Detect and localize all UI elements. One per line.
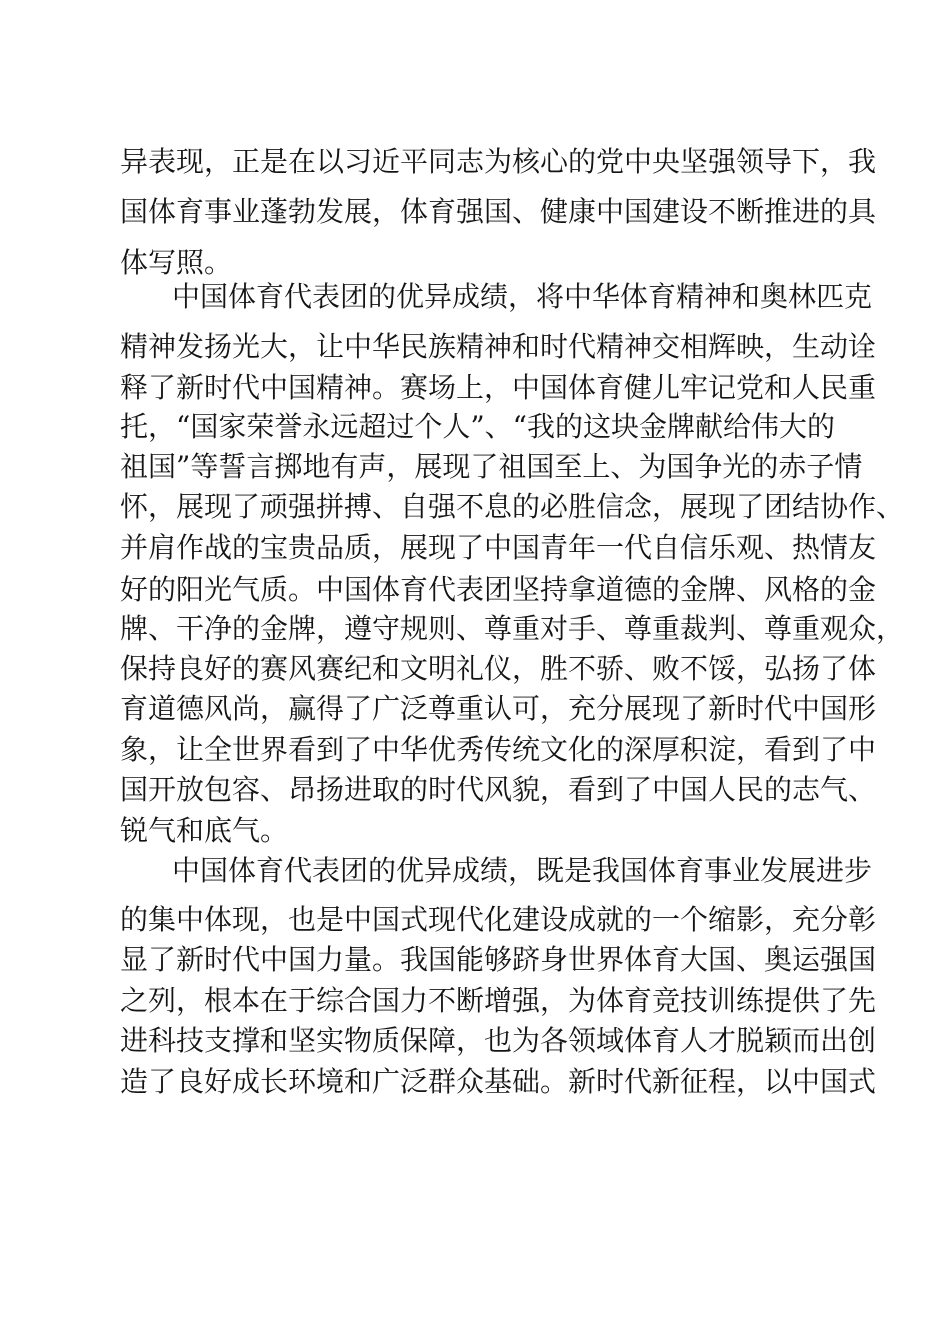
text-line [0,940,950,980]
text-line-content: 国开放包容、昂扬进取的时代风貌，看到了中国人民的志气、 [120,773,877,806]
text-line [0,851,950,891]
text-line-content: 锐气和底气。 [120,814,289,847]
paragraph-first-line: 中国体育代表团的优异成绩，既是我国体育事业发展进步 [172,854,873,887]
text-line-content: 象，让全世界看到了中华优秀传统文化的深厚积淀，看到了中 [120,733,877,766]
text-line-content: 牌、干净的金牌，遵守规则、尊重对手、尊重裁判、尊重观众， [120,612,905,645]
text-line-content: 育道德风尚，赢得了广泛尊重认可，充分展现了新时代中国形 [120,692,877,725]
text-line-content: 怀，展现了顽强拼搏、自强不息的必胜信念，展现了团结协作、 [120,490,905,523]
text-line [0,570,950,610]
text-line [0,192,950,232]
text-line [0,327,950,367]
text-line-content: 之列，根本在于综合国力不断增强，为体育竞技训练提供了先 [120,984,877,1017]
text-line-content: 精神发扬光大，让中华民族精神和时代精神交相辉映，生动诠 [120,330,877,363]
text-line [0,1062,950,1102]
text-line-content: 的集中体现，也是中国式现代化建设成就的一个缩影，充分彰 [120,903,877,936]
text-line [0,770,950,810]
paragraph-first-line: 中国体育代表团的优异成绩，将中华体育精神和奥林匹克 [172,280,873,313]
text-line [0,900,950,940]
text-line-content: 祖国”等誓言掷地有声，展现了祖国至上、为国争光的赤子情 [120,450,863,483]
text-line [0,142,950,182]
text-line-content: 造了良好成长环境和广泛群众基础。新时代新征程，以中国式 [120,1065,877,1098]
text-line-content: 托，“国家荣誉永远超过个人”、“我的这块金牌献给伟大的 [120,410,835,443]
text-line [0,981,950,1021]
text-line [0,447,950,487]
text-line [0,689,950,729]
text-line-content: 显了新时代中国力量。我国能够跻身世界体育大国、奥运强国 [120,943,877,976]
text-line-content: 并肩作战的宝贵品质，展现了中国青年一代自信乐观、热情友 [120,531,877,564]
text-line [0,487,950,527]
text-line [0,609,950,649]
text-line [0,730,950,770]
text-line-content: 好的阳光气质。中国体育代表团坚持拿道德的金牌、风格的金 [120,573,877,606]
text-line [0,1021,950,1061]
text-line [0,528,950,568]
text-line [0,277,950,317]
text-line-content: 体写照。 [120,246,233,279]
text-line-content: 保持良好的赛风赛纪和文明礼仪，胜不骄、败不馁，弘扬了体 [120,652,877,685]
text-line-content: 国体育事业蓬勃发展，体育强国、健康中国建设不断推进的具 [120,195,877,228]
text-line-content: 释了新时代中国精神。赛场上，中国体育健儿牢记党和人民重 [120,371,877,404]
text-line [0,368,950,408]
text-line [0,407,950,447]
text-line [0,811,950,851]
text-line [0,649,950,689]
text-line-content: 进科技支撑和坚实物质保障，也为各领域体育人才脱颖而出创 [120,1024,877,1057]
text-line-content: 异表现，正是在以习近平同志为核心的党中央坚强领导下，我 [120,145,877,178]
